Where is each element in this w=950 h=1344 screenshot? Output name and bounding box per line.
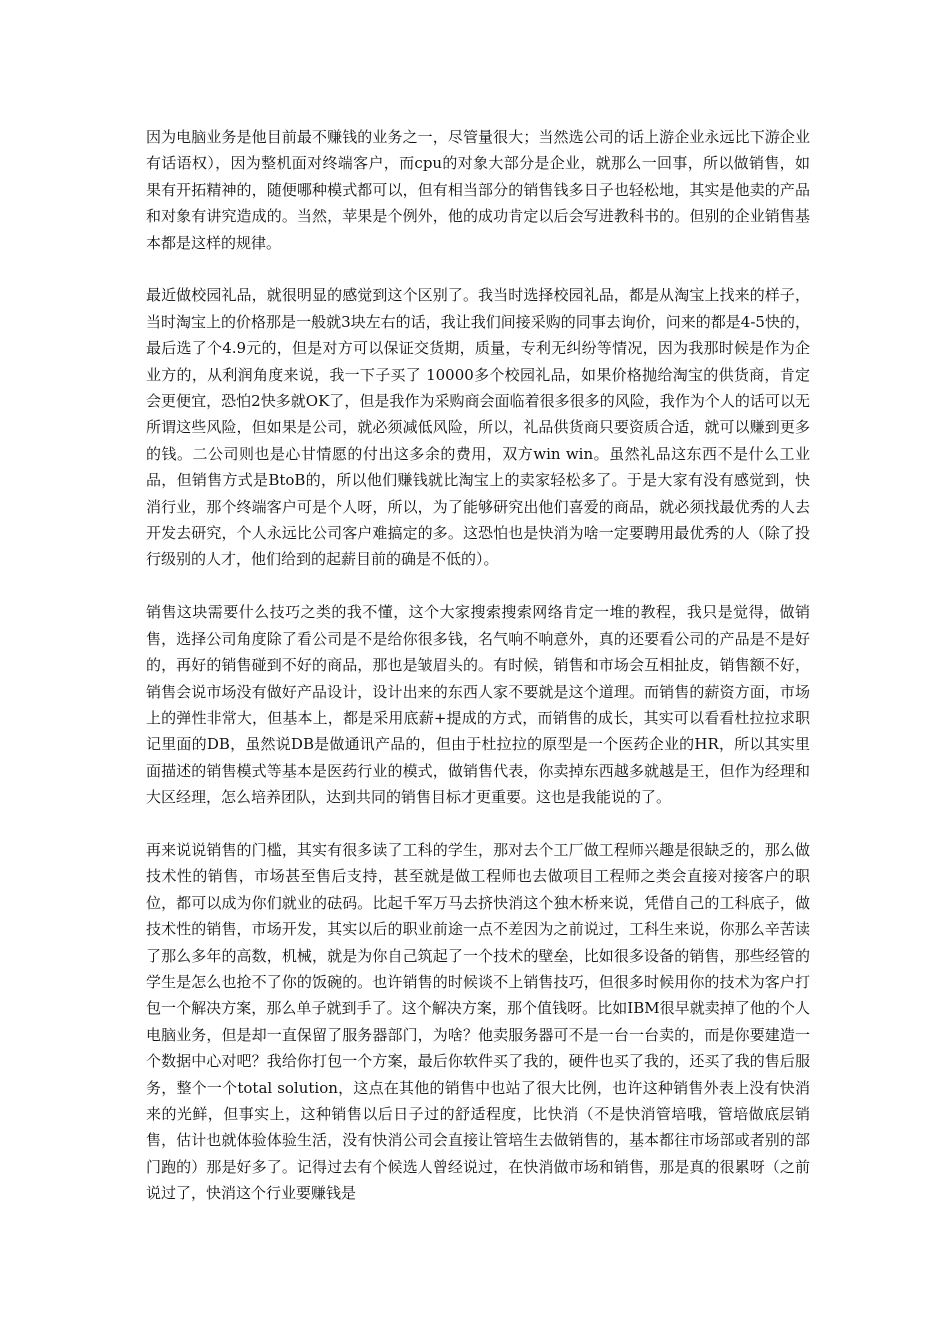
paragraph-4: 再来说说销售的门槛，其实有很多读了工科的学生，那对去个工厂做工程师兴趣是很缺乏的，那么做技术性的销售，市场甚至售后支持，甚至就是做工程师也去做项目工程师之类会直接对接客户的职位，都可以成为你们就业的砝码。比起千军万马去挤快消这个独木桥来说，凭借自己的工科底子，做技术性的销售，市场开发，其实以后的职业前途一点不差因为之前说过，工科生来说，你那么辛苦读了那么多年的高数，机械，就是为你自己筑起了一个技术的壁垒，比如很多设备的销售，那些经管的学生是怎么也抢不了你的饭碗的。也许销售的时候谈不上销售技巧，但很多时候用你的技术为客户打包一个解决方案，那么单子就到手了。这个解决方案，那个值钱呀。比如IBM很早就卖掉了他的个人电脑业务，但是却一直保留了服务器部门，为啥？他卖服务器可不是一台一台卖的，而是你要建造一个数据中心对吧？我给你打包一个方案，最后你软件买了我的，硬件也买了我的，还买了我的售后服务，整个一个total solution，这点在其他的销售中也站了很大比例，也许这种销售外表上没有快消来的光鲜，但事实上，这种销售以后日子过的舒适程度，比快消（不是快消管培哦，管培做底层销售，估计也就体验体验生活，没有快消公司会直接让管培生去做销售的，基本都往市场部或者别的部门跑的）那是好多了。记得过去有个候选人曾经说过，在快消做市场和销售，那是真的很累呀（之前说过了，快消这个行业要赚钱是 [146, 840, 810, 1203]
paragraph-3: 销售这块需要什么技巧之类的我不懂，这个大家搜索搜索网络肯定一堆的教程，我只是觉得，做销售，选择公司角度除了看公司是不是给你很多钱，名气响不响意外，真的还要看公司的产品是不是好的，再好的销售碰到不好的商品，那也是皱眉头的。有时候，销售和市场会互相扯皮，销售额不好，销售会说市场没有做好产品设计，设计出来的东西人家不要就是这个道理。而销售的薪资方面，市场上的弹性非常大，但基本上，都是采用底薪+提成的方式，而销售的成长，其实可以看看杜拉拉求职记里面的DB，虽然说DB是做通讯产品的，但由于杜拉拉的原型是一个医药企业的HR，所以其实里面描述的销售模式等基本是医药行业的模式，做销售代表，你卖掉东西越多就越是王，但作为经理和大区经理，怎么培养团队，达到共同的销售目标才更重要。这也是我能说的了。 [146, 603, 810, 807]
document-body [146, 124, 810, 1233]
paragraph-1: 因为电脑业务是他目前最不赚钱的业务之一，尽管量很大；当然选公司的话上游企业永远比下游企业有话语权），因为整机面对终端客户，而cpu的对象大部分是企业，就那么一回事，所以做销售，如果有开拓精神的，随便哪种模式都可以，但有相当部分的销售钱多日子也轻松地，其实是他卖的产品和对象有讲究造成的。当然，苹果是个例外，他的成功肯定以后会写进教科书的。但别的企业销售基本都是这样的规律。 [146, 128, 810, 252]
paragraph-2: 最近做校园礼品，就很明显的感觉到这个区别了。我当时选择校园礼品，都是从淘宝上找来的样子，当时淘宝上的价格那是一般就3块左右的话，我让我们间接采购的同事去询价，问来的都是4-5快的，最后选了个4.9元的，但是对方可以保证交货期，质量，专利无纠纷等情况，因为我那时候是作为企业方的，从利润角度来说，我一下子买了 10000多个校园礼品，如果价格抛给淘宝的供货商，肯定会更便宜，恐怕2快多就OK了，但是我作为采购商会面临着很多很多的风险，我作为个人的话可以无所谓这些风险，但如果是公司，就必须减低风险，所以，礼品供货商只要资质合适，就可以赚到更多的钱。二公司则也是心甘情愿的付出这多余的费用，双方win win。虽然礼品这东西不是什么工业品，但销售方式是BtoB的，所以他们赚钱就比淘宝上的卖家轻松多了。于是大家有没有感觉到，快消行业，那个终端客户可是个人呀，所以，为了能够研究出他们喜爱的商品，就必须找最优秀的人去开发去研究，个人永远比公司客户难搞定的多。这恐怕也是快消为啥一定要聘用最优秀的人（除了投行级别的人才，他们给到的起薪目前的确是不低的）。 [146, 286, 810, 569]
